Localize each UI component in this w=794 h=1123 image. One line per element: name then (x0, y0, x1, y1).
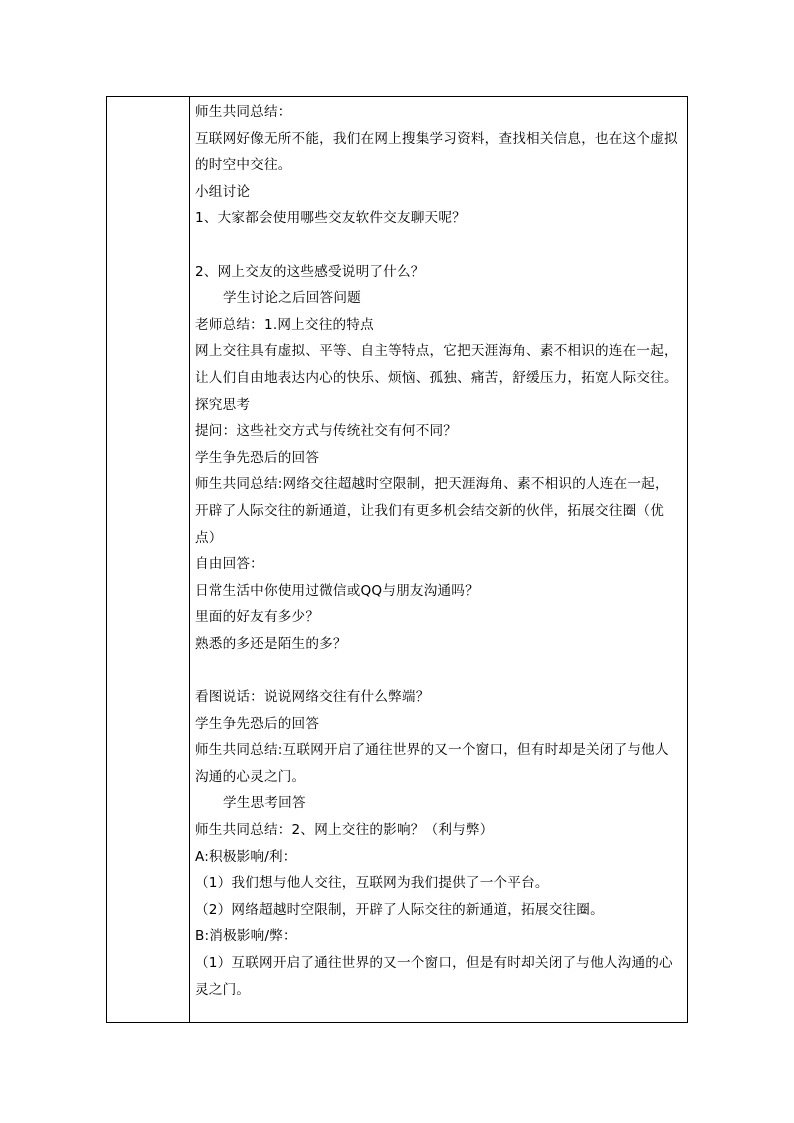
text-line: 小组讨论 (195, 183, 251, 200)
text-line: 沟通的心灵之门。 (195, 768, 306, 785)
text-line: 学生思考回答 (223, 795, 306, 812)
text-line: 师生共同总结:网络交往超越时空限制，把天涯海角、素不相识的人连在一起， (195, 476, 669, 493)
text-line: 看图说话：说说网络交往有什么弊端？ (195, 689, 430, 706)
blank-line (195, 657, 679, 684)
text-line: 点） (195, 529, 223, 546)
text-line: 里面的好友有多少？ (195, 609, 320, 626)
text-line: 自由回答： (195, 556, 264, 573)
text-line: 学生争先恐后的回答 (195, 449, 320, 466)
text-line: B:消极影响/弊： (195, 928, 297, 945)
text-line: 网上交往具有虚拟、平等、自主等特点，它把天涯海角、素不相识的连在一起， (195, 343, 678, 360)
text-line: 师生共同总结： (195, 104, 292, 120)
text-line: 2、网上交友的这些感受说明了什么？ (195, 263, 425, 280)
text-line: 日常生活中你使用过微信或QQ与朋友沟通吗？ (195, 582, 479, 599)
text-line: （2）网络超越时空限制，开辟了人际交往的新通道，拓展交往圈。 (195, 901, 604, 918)
text-line: 师生共同总结：2、网上交往的影响？（利与弊） (195, 822, 494, 839)
text-line: A:积极影响/利： (195, 848, 297, 865)
text-line: 的时空中交往。 (195, 157, 292, 174)
table-content-cell (190, 97, 687, 1022)
text-line: 老师总结：1.网上交往的特点 (195, 316, 374, 333)
text-line: 灵之门。 (195, 981, 251, 998)
text-line: 熟悉的多还是陌生的多？ (195, 635, 347, 652)
text-line: （1）互联网开启了通往世界的又一个窗口，但是有时却关闭了与他人沟通的心 (195, 955, 673, 971)
text-line: 探究思考 (195, 396, 251, 413)
text-line: 师生共同总结:互联网开启了通往世界的又一个窗口，但有时却是关闭了与他人 (195, 742, 669, 759)
text-line: 学生争先恐后的回答 (195, 715, 320, 732)
table-left-cell (107, 97, 190, 1022)
text-line: 开辟了人际交往的新通道，让我们有更多机会结交新的伙伴，拓展交往圈（优 (195, 502, 664, 519)
text-line: 互联网好像无所不能，我们在网上搜集学习资料，查找相关信息，也在这个虚拟 (195, 130, 678, 147)
text-line: 学生讨论之后回答问题 (223, 290, 361, 307)
blank-line (195, 232, 679, 259)
text-line: 提问：这些社交方式与传统社交有何不同？ (195, 423, 458, 440)
text-line: （1）我们想与他人交往，互联网为我们提供了一个平台。 (195, 875, 549, 892)
lesson-table (106, 96, 688, 1023)
text-line: 1、大家都会使用哪些交友软件交友聊天呢？ (195, 210, 466, 227)
text-line: 让人们自由地表达内心的快乐、烦恼、孤独、痛苦，舒缓压力，拓宽人际交往。 (195, 369, 678, 386)
